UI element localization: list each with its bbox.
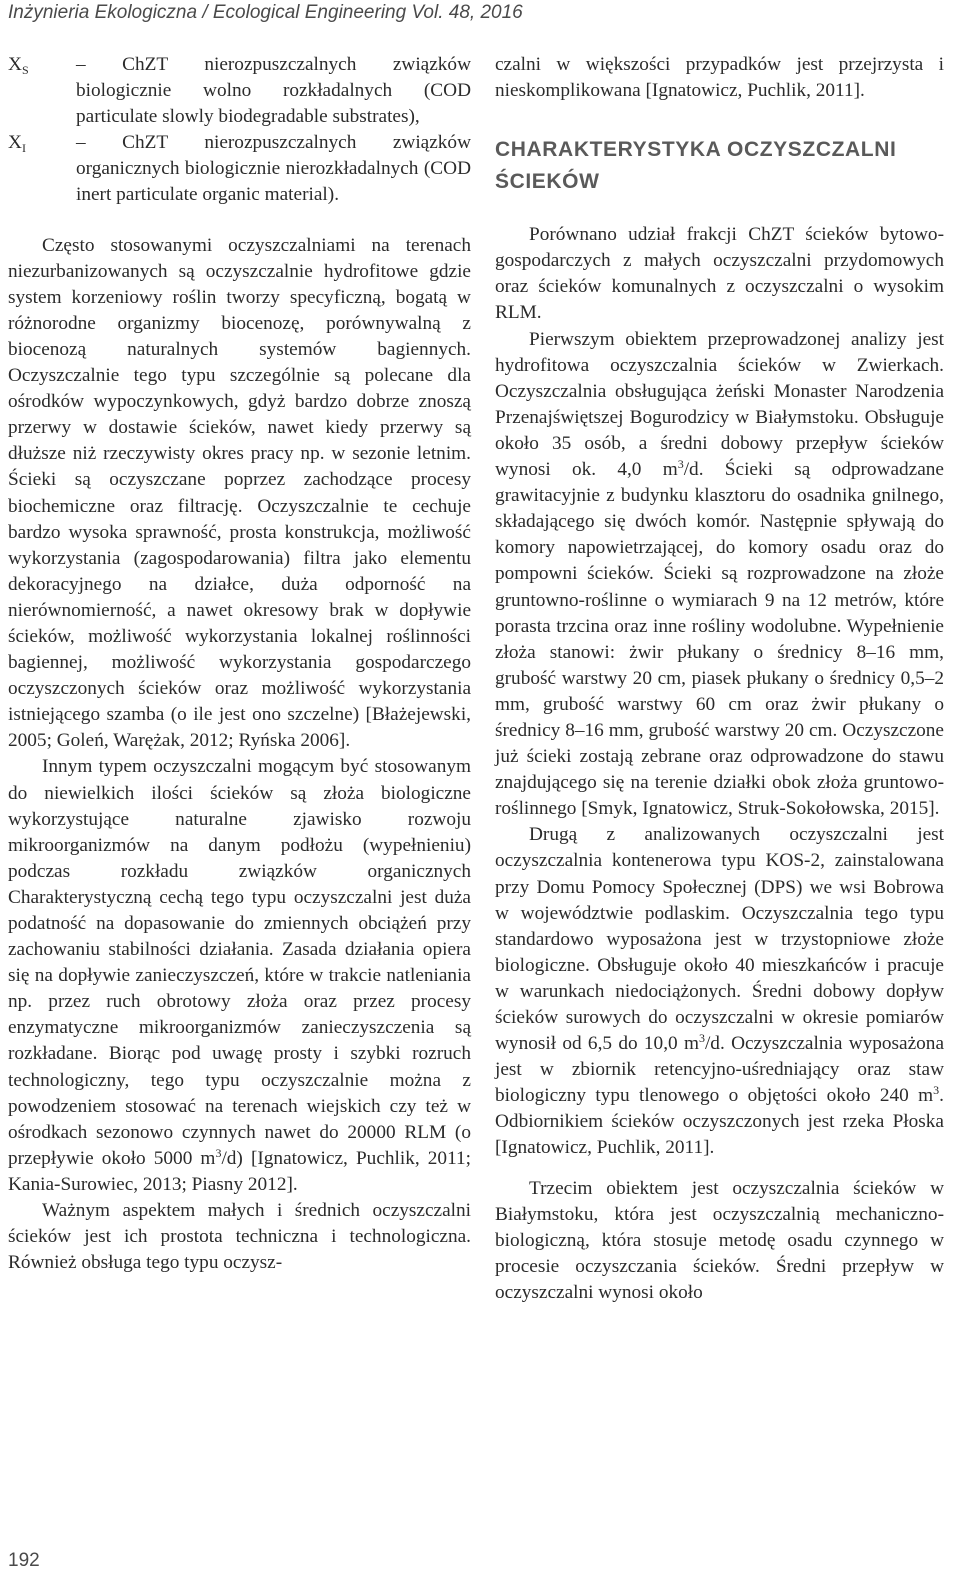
paragraph-bobrowa: Drugą z analizowanych oczyszczalni jest oczyszczalnia kontenerowa typu KOS-2, zainstalowana przy Domu Pomocy Społecznej (DPS) we wsi Bobrowa w województwie podlaskim. Oczyszczalnia tego typu standardowo wyposażona jest w trzystopniowe złoże biologiczne. Obsługuje około 40 mieszkańców i pracuje w warunkach niedociążonych. Średni dobowy dopływ ścieków surowych do oczyszczalni w okresie pomiarów wynosił od 6,5 do 10,0 $m^3/d$. Oczyszczalnia wyposażona jest w zbiornik retencyjno-uśredniający oraz staw biologiczny typu tlenowego o objętości około 240 $m^3$. Odbiornikiem ścieków oczyszczonych jest rzeka Płoska [Ignatowicz, Puchlik, 2011]. — [495, 824, 944, 1159]
paragraph-bialystok: Trzecim obiektem jest oczyszczalnia ścieków w Białymstoku, która jest oczyszczalnią mechaniczno-biologiczną, która stosuje metodę osadu czynnego w procesie oczyszczania ścieków. Średni przepływ w oczyszczalni wynosi około — [495, 1177, 944, 1303]
paragraph-zwierki: Pierwszym obiektem przeprowadzonej analizy jest hydrofitowa oczyszczalnia ścieków w Zwierkach. Oczyszczalnia obsługująca żeński Monaster Narodzenia Przenajświętszej Bogurodzicy w Białymstoku. Obsługuje około 35 osób, a średni dobowy przepływ ścieków wynosi ok. 4,0 $m^3/d$. Ścieki są odprowadzane grawitacyjnie z budynku klasztoru do osadnika gnilnego, składającego się dwóch komór. Następnie spływają do komory napowietrzającej, do komory osadu oraz do pompowni ścieków. Ścieki są rozprowadzone na złoże gruntowno-roślinne o wymiarach 9 na 12 metrów, które porasta trzcina oraz inne rośliny wodolubne. Wypełnienie złoża stanowi: żwir płukany o średnicy 8–16 mm, grubość warstwy 20 cm, piasek płukany o średnicy 0,5–2 mm, grubość warstwy 60 cm oraz żwir płukany o średnicy 8–16 mm, grubość warstwy 20 cm. Oczyszczone już ścieki zostają zebrane oraz odprowadzone do stawu znajdującego się na terenie działki obok złoża gruntowo-roślinnego [Smyk, Ignatowicz, Struk-Sokołowska, 2015]. — [495, 328, 944, 820]
running-header: Inżynieria Ekologiczna / Ecological Engineering Vol. 48, 2016 — [8, 2, 523, 23]
right-column — [495, 52, 944, 1306]
page-number: 192 — [8, 1550, 40, 1571]
paragraph-simplicity: Ważnym aspektem małych i średnich oczyszczalni ścieków jest ich prostota techniczna i technologiczna. Również obsługa tego typu oczysz- — [8, 1200, 471, 1274]
paragraph-hydrophyte: Często stosowanymi oczyszczalniami na terenach niezurbanizowanych są oczyszczalnie hydrofitowe gdzie system korzeniowy roślin tworzy specyficzną, bogatą w różnorodne organizmy biocenozę, porównywalną z biocenozą naturalnych systemów bagiennych. Oczyszczalnie tego typu szczególnie są polecane dla ośrodków wypoczynkowych, gdyż bardzo dobrze znoszą przerwy w dostawie ścieków, nawet kiedy przerwy są dłuższe niż rzeczywisty okres pracy np. w sezonie letnim. Ścieki są oczyszczane poprzez zachodzące procesy biochemiczne oraz filtrację. Oczyszczalnie te cechuje bardzo wysoka sprawność, prosta konstrukcja, możliwość wykorzystania (zagospodarowania) filtra jako elementu dekoracyjnego na działce, duża odporność na nierównomierność, a nawet okresowy brak w dopływie ścieków, możliwość wykorzystania lokalnej roślinności bagiennej, możliwość wykorzystania gospodarczego oczyszczonych ścieków oraz możliwość wykorzystania istniejącego szamba (o ile jest ono szczelne) [Błażejewski, 2005; Goleń, Warężak, 2012; Ryńska 2006]. — [8, 234, 471, 752]
definition-xi — [8, 130, 471, 208]
paragraph-comparison: Porównano udział frakcji ChZT ścieków bytowo-gospodarczych z małych oczyszczalni przydomowych oraz ścieków komunalnych z oczyszczalni o wysokim RLM. — [495, 224, 944, 324]
definition-text: – ChZT nierozpuszczalnych związków organicznych biologicznie nierozkładalnych (COD inert particulate organic material). — [76, 132, 471, 206]
paragraph-continuation: czalni w większości przypadków jest przejrzysta i nieskomplikowana [Ignatowicz, Puchlik, 2011]. — [495, 54, 944, 102]
definition-text: – ChZT nierozpuszczalnych związków biologicznie wolno rozkładalnych (COD particulate slowly biodegradable substrates), — [76, 54, 471, 128]
definition-symbol: $X_I$ — [8, 132, 26, 156]
left-column — [8, 52, 471, 1276]
definition-xs — [8, 52, 471, 130]
definition-symbol: $X_S$ — [8, 54, 29, 77]
section-heading: CHARAKTERYSTYKA OCZYSZCZALNI ŚCIEKÓW — [495, 138, 897, 194]
paragraph-biofilters: Innym typem oczyszczalni mogącym być stosowanym do niewielkich ilości ścieków są złoża biologiczne wykorzystujące naturalne zjawisko rozwoju mikroorganizmów na danym podłożu (wypełnieniu) podczas rozkładu związków organicznych Charakterystyczną cechą tego typu oczyszczalni jest duża podatność na dopasowanie do zmiennych obciążeń przy zachowaniu stabilności działania. Zasada działania opiera się na dopływie zanieczyszczeń, które w trakcie natleniania np. przez ruch obrotowy złoża oraz przez procesy enzymatyczne mikroorganizmów zanieczyszczenia są rozkładane. Biorąc pod uwagę prosty i szybki rozruch technologiczny, tego typu oczyszczalnie można z powodzeniem stosować na terenach wiejskich czy też w ośrodkach sezonowo czynnych nawet do 20000 RLM (o przepływie około 5000 $m^3/d$) [Ignatowicz, Puchlik, 2011; Kania-Surowiec, 2013; Piasny 2012]. — [8, 756, 471, 1195]
